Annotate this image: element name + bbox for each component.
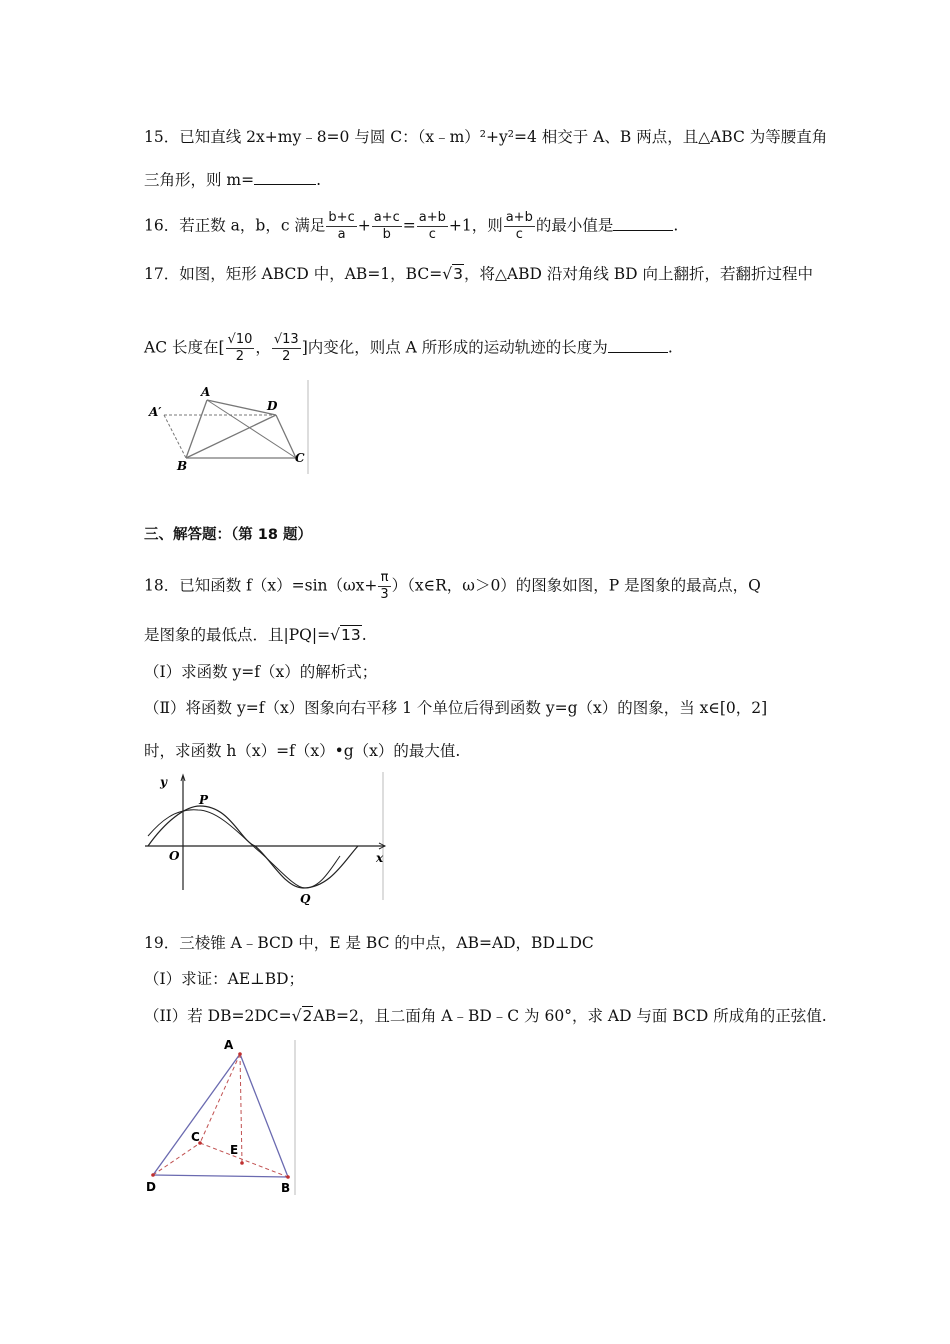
q16-frac-2 <box>372 210 402 243</box>
q16-frac-1 <box>326 210 356 243</box>
q15-line2-text: 三角形，则 m= <box>144 171 255 189</box>
q18-label-q: Q <box>300 892 311 905</box>
q17-label-b: B <box>177 459 188 473</box>
section-title: 三、解答题：（第 18 题） <box>144 527 313 543</box>
q15-end: . <box>316 171 322 189</box>
q17-answer-blank <box>608 338 668 353</box>
q15-answer-blank <box>254 170 316 185</box>
q18-part2b: 时，求函数 h（x）=f（x）•g（x）的最大值. <box>144 742 461 760</box>
q18-sqrt-radicand: 13 <box>340 626 361 644</box>
q17-end: . <box>667 338 673 357</box>
q17-label-a1: A′ <box>149 405 162 419</box>
q16-frac-4-den: c <box>515 227 523 242</box>
q18-label-x: x <box>376 851 384 865</box>
q18-frac-num: π <box>378 570 390 587</box>
q16-line <box>144 210 678 243</box>
curve-1 <box>148 806 358 888</box>
q17-label-a: A <box>201 385 211 399</box>
q18-sqrt: √13 <box>330 626 361 644</box>
q17-frac-2-num: √13 <box>273 332 299 347</box>
q16-mid: +1，则 <box>448 216 503 235</box>
q16-frac-1-den: a <box>337 227 346 242</box>
q17-line2 <box>144 332 673 365</box>
q16-end: . <box>673 216 679 235</box>
q18-label-o: O <box>169 849 180 863</box>
q18-line1b: ）（x∈R，ω＞0）的图象如图，P 是图象的最高点，Q <box>391 576 761 595</box>
q17-line2a: AC 长度在[ <box>144 338 225 357</box>
q18-label-y: y <box>160 775 167 789</box>
q16-frac-2-num: a+c <box>373 210 400 225</box>
q19-part2 <box>144 1005 827 1027</box>
q18-frac-den: 3 <box>380 587 389 602</box>
q19-part2a: （II）若 DB=2DC= <box>144 1007 292 1025</box>
q17-sqrt-radicand: 3 <box>453 265 463 283</box>
q18-line1a: 18．已知函数 f（x）=sin（ωx+ <box>144 576 378 595</box>
q15-line2 <box>144 169 321 191</box>
q16-answer-blank <box>613 216 673 231</box>
q16-suffix: 的最小值是 <box>535 216 614 235</box>
q17-frac-2 <box>272 332 301 365</box>
q17-line2b: ]内变化，则点 A 所形成的运动轨迹的长度为 <box>301 338 608 357</box>
q19-part2b: AB=2，且二面角 A﹣BD﹣C 为 60°，求 AD 与面 BCD 所成角的正弦值. <box>313 1007 827 1025</box>
q16-frac-1-num: b+c <box>328 210 355 225</box>
q16-eq: = <box>402 216 416 235</box>
q17-frac-1-num: √10 <box>227 332 253 347</box>
q16-frac-3 <box>417 210 448 243</box>
q19-sqrt-radicand: 2 <box>302 1007 313 1025</box>
q19-sqrt: √2 <box>291 1007 313 1025</box>
q18-figure <box>140 770 395 905</box>
q17-frac-2-den: 2 <box>282 349 291 364</box>
q19-label-b: B <box>281 1181 291 1195</box>
q18-label-p: P <box>199 793 209 807</box>
q19-label-d: D <box>146 1180 156 1194</box>
q17-label-c: C <box>295 451 305 465</box>
q16-frac-2-den: b <box>382 227 391 242</box>
q18-line2a: 是图象的最低点．且|PQ|= <box>144 626 331 644</box>
q19-part1: （I）求证：AE⊥BD； <box>144 970 305 988</box>
q16-prefix: 16．若正数 a，b，c 满足 <box>144 216 326 235</box>
q16-frac-4 <box>504 210 535 243</box>
q16-frac-3-num: a+b <box>418 210 446 225</box>
q18-part1: （Ⅰ）求函数 y=f（x）的解析式； <box>144 663 378 681</box>
q18-frac <box>378 570 390 603</box>
q16-frac-3-den: c <box>428 227 436 242</box>
q18-line1 <box>144 570 761 603</box>
q19-figure <box>140 1035 305 1200</box>
q16-frac-4-num: a+b <box>505 210 533 225</box>
q17-frac-1 <box>226 332 255 365</box>
q15-line1: 15．已知直线 2x+my﹣8=0 与圆 C：（x﹣m）²+y²=4 相交于 A、B 两点，且△ABC 为等腰直角 <box>144 128 828 146</box>
q17-line1b: ，将△ABD 沿对角线 BD 向上翻折，若翻折过程中 <box>463 265 814 283</box>
q18-line2 <box>144 624 367 646</box>
q17-label-d: D <box>267 399 278 413</box>
q17-figure <box>140 378 315 478</box>
q17-comma: ， <box>255 338 271 357</box>
q16-plus: + <box>357 216 371 235</box>
q19-line1: 19．三棱锥 A﹣BCD 中，E 是 BC 的中点，AB=AD，BD⊥DC <box>144 934 594 952</box>
q17-line1a: 17．如图，矩形 ABCD 中，AB=1，BC= <box>144 265 443 283</box>
q17-frac-1-den: 2 <box>235 349 245 364</box>
q18-line2b: . <box>361 626 367 644</box>
q18-part2a: （Ⅱ）将函数 y=f（x）图象向右平移 1 个单位后得到函数 y=g（x）的图象，当 x∈[0，2] <box>144 699 768 717</box>
q19-label-c: C <box>191 1130 200 1144</box>
q19-label-e: E <box>230 1143 239 1157</box>
q17-line1 <box>144 263 813 285</box>
q17-sqrt: √3 <box>442 265 463 283</box>
q19-label-a: A <box>224 1038 234 1052</box>
